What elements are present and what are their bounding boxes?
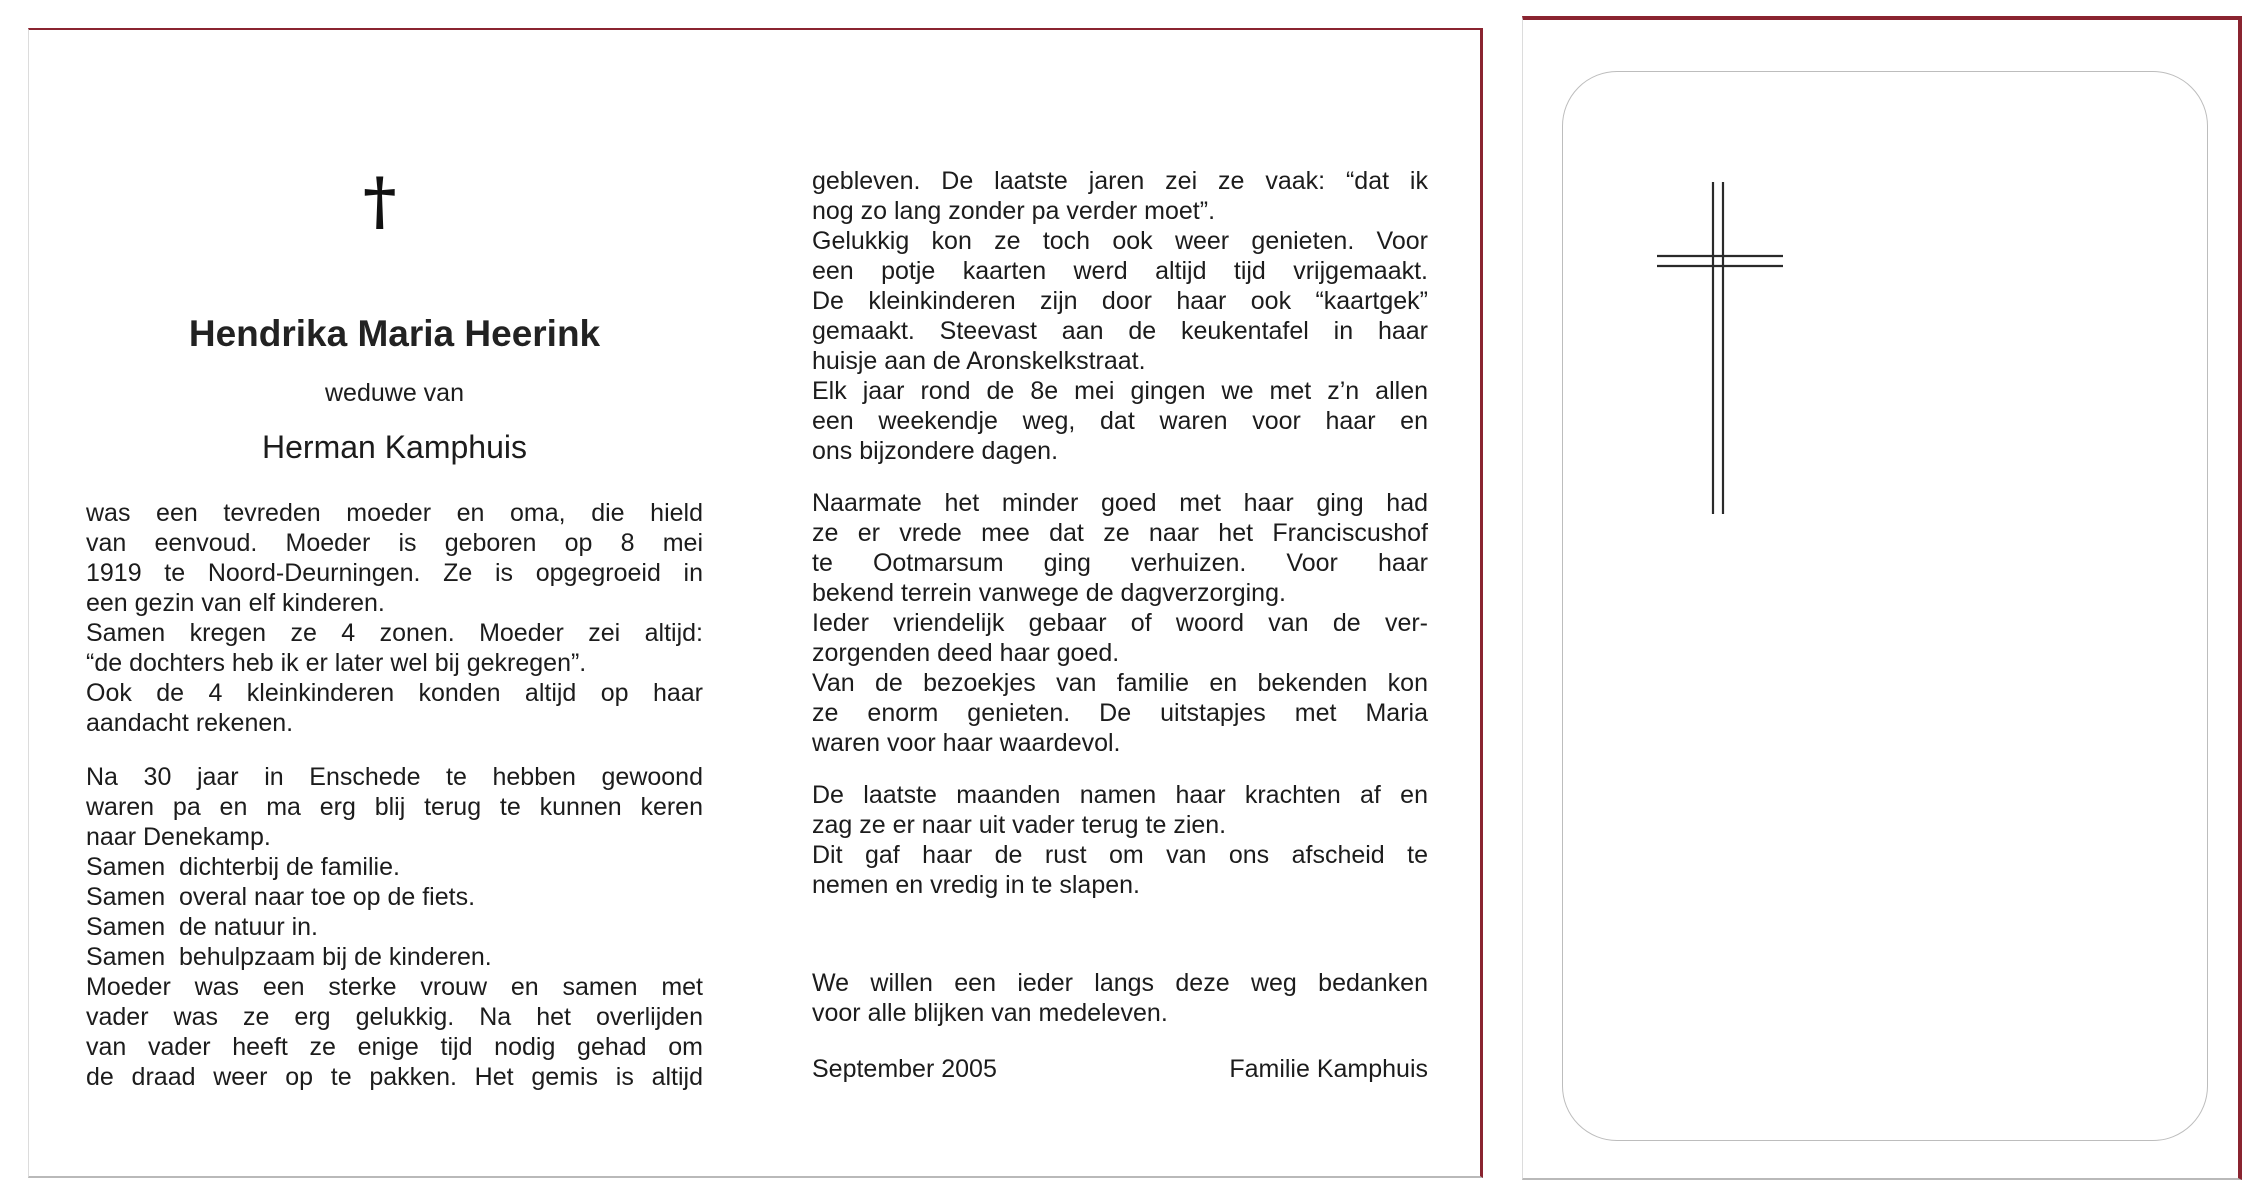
text-line: een potje kaarten werd altijd tijd vrijgemaakt. (812, 257, 1428, 285)
text-line: nemen en vredig in te slapen. (812, 871, 1140, 899)
text-line: te Ootmarsum ging verhuizen. Voor haar (812, 549, 1428, 577)
samen-text: overal naar toe op de fiets. (179, 883, 476, 911)
samen-text: behulpzaam bij de kinderen. (179, 943, 492, 971)
samen-line (86, 852, 703, 882)
text-line: “de dochters heb ik er later wel bij gekregen”. (86, 649, 587, 677)
paragraph-life (86, 498, 703, 738)
text-line: van eenvoud. Moeder is geboren op 8 mei (86, 529, 703, 557)
text-line: 1919 te Noord-Deurningen. Ze is opgegroeid in (86, 559, 703, 587)
date-label: September 2005 (812, 1055, 997, 1083)
text-line: waren pa en ma erg blij terug te kunnen keren (86, 793, 703, 821)
samen-line (86, 882, 703, 912)
text-line: huisje aan de Aronskelkstraat. (812, 347, 1146, 375)
cross-icon: † (363, 164, 397, 239)
samen-word: Samen (86, 943, 166, 971)
text-line: een gezin van elf kinderen. (86, 589, 385, 617)
text-line: Dit gaf haar de rust om van ons afscheid te (812, 841, 1428, 869)
text-line: ons bijzondere dagen. (812, 437, 1059, 465)
text-line: een weekendje weg, dat waren voor haar en (812, 407, 1428, 435)
text-line: zag ze er naar uit vader terug te zien. (812, 811, 1227, 839)
text-line: vader was ze erg gelukkig. Na het overlijden (86, 1003, 703, 1031)
samen-line (86, 942, 703, 972)
paragraph-last-months (812, 780, 1428, 900)
text-line: ze enorm genieten. De uitstapjes met Maria (812, 699, 1428, 727)
text-line: Na 30 jaar in Enschede te hebben gewoond (86, 763, 703, 791)
text-line: Moeder was een sterke vrouw en samen met (86, 973, 703, 1001)
text-line: was een tevreden moeder en oma, die hield (86, 499, 703, 527)
text-line: gebleven. De laatste jaren zei ze vaak: “dat ik (812, 167, 1428, 195)
paragraph-thanks (812, 968, 1428, 1028)
text-line: zorgenden deed haar goed. (812, 639, 1120, 667)
text-line: de draad weer op te pakken. Het gemis is altijd (86, 1063, 703, 1091)
text-line: Ook de 4 kleinkinderen konden altijd op haar (86, 679, 703, 707)
text-line: naar Denekamp. (86, 823, 271, 851)
text-line: Elk jaar rond de 8e mei gingen we met z’n allen (812, 377, 1428, 405)
deceased-name: Hendrika Maria Heerink (188, 313, 601, 354)
text-line: Van de bezoekjes van familie en bekenden kon (812, 669, 1428, 697)
relation-label: weduwe van (325, 379, 464, 407)
text-line: nog zo lang zonder pa verder moet”. (812, 197, 1216, 225)
samen-word: Samen (86, 913, 166, 941)
samen-word: Samen (86, 853, 166, 881)
text-line: waren voor haar waardevol. (812, 729, 1121, 757)
text-line: We willen een ieder langs deze weg bedanken (812, 969, 1428, 997)
text-line: van vader heeft ze enige tijd nodig gehad om (86, 1033, 703, 1061)
samen-line (86, 912, 703, 942)
paragraph-later-years (812, 166, 1428, 466)
text-line: Gelukkig kon ze toch ook weer genieten. Voor (812, 227, 1428, 255)
text-line: Samen kregen ze 4 zonen. Moeder zei altijd: (86, 619, 703, 647)
text-line: bekend terrein vanwege de dagverzorging. (812, 579, 1286, 607)
text-line: gemaakt. Steevast aan de keukentafel in haar (812, 317, 1428, 345)
paragraph-return-denekamp (86, 762, 703, 1092)
text-line: Ieder vriendelijk gebaar of woord van de ver- (812, 609, 1428, 637)
husband-name: Herman Kamphuis (262, 429, 527, 465)
memorial-card-front-side (1522, 16, 2242, 1180)
samen-text: de natuur in. (179, 913, 318, 941)
text-line: voor alle blijken van medeleven. (812, 999, 1168, 1027)
card-footer (812, 1054, 1428, 1084)
samen-word: Samen (86, 883, 166, 911)
memorial-card-text-side (28, 28, 1483, 1178)
text-line: De laatste maanden namen haar krachten af en (812, 781, 1428, 809)
signature-label: Familie Kamphuis (1229, 1055, 1428, 1083)
double-line-cross-icon (1657, 182, 1783, 514)
text-line: ze er vrede mee dat ze naar het Franciscushof (812, 519, 1428, 547)
paragraph-franciscushof (812, 488, 1428, 758)
samen-text: dichterbij de familie. (179, 853, 400, 881)
text-line: De kleinkinderen zijn door haar ook “kaartgek” (812, 287, 1428, 315)
text-line: Naarmate het minder goed met haar ging had (812, 489, 1428, 517)
text-line: aandacht rekenen. (86, 709, 294, 737)
